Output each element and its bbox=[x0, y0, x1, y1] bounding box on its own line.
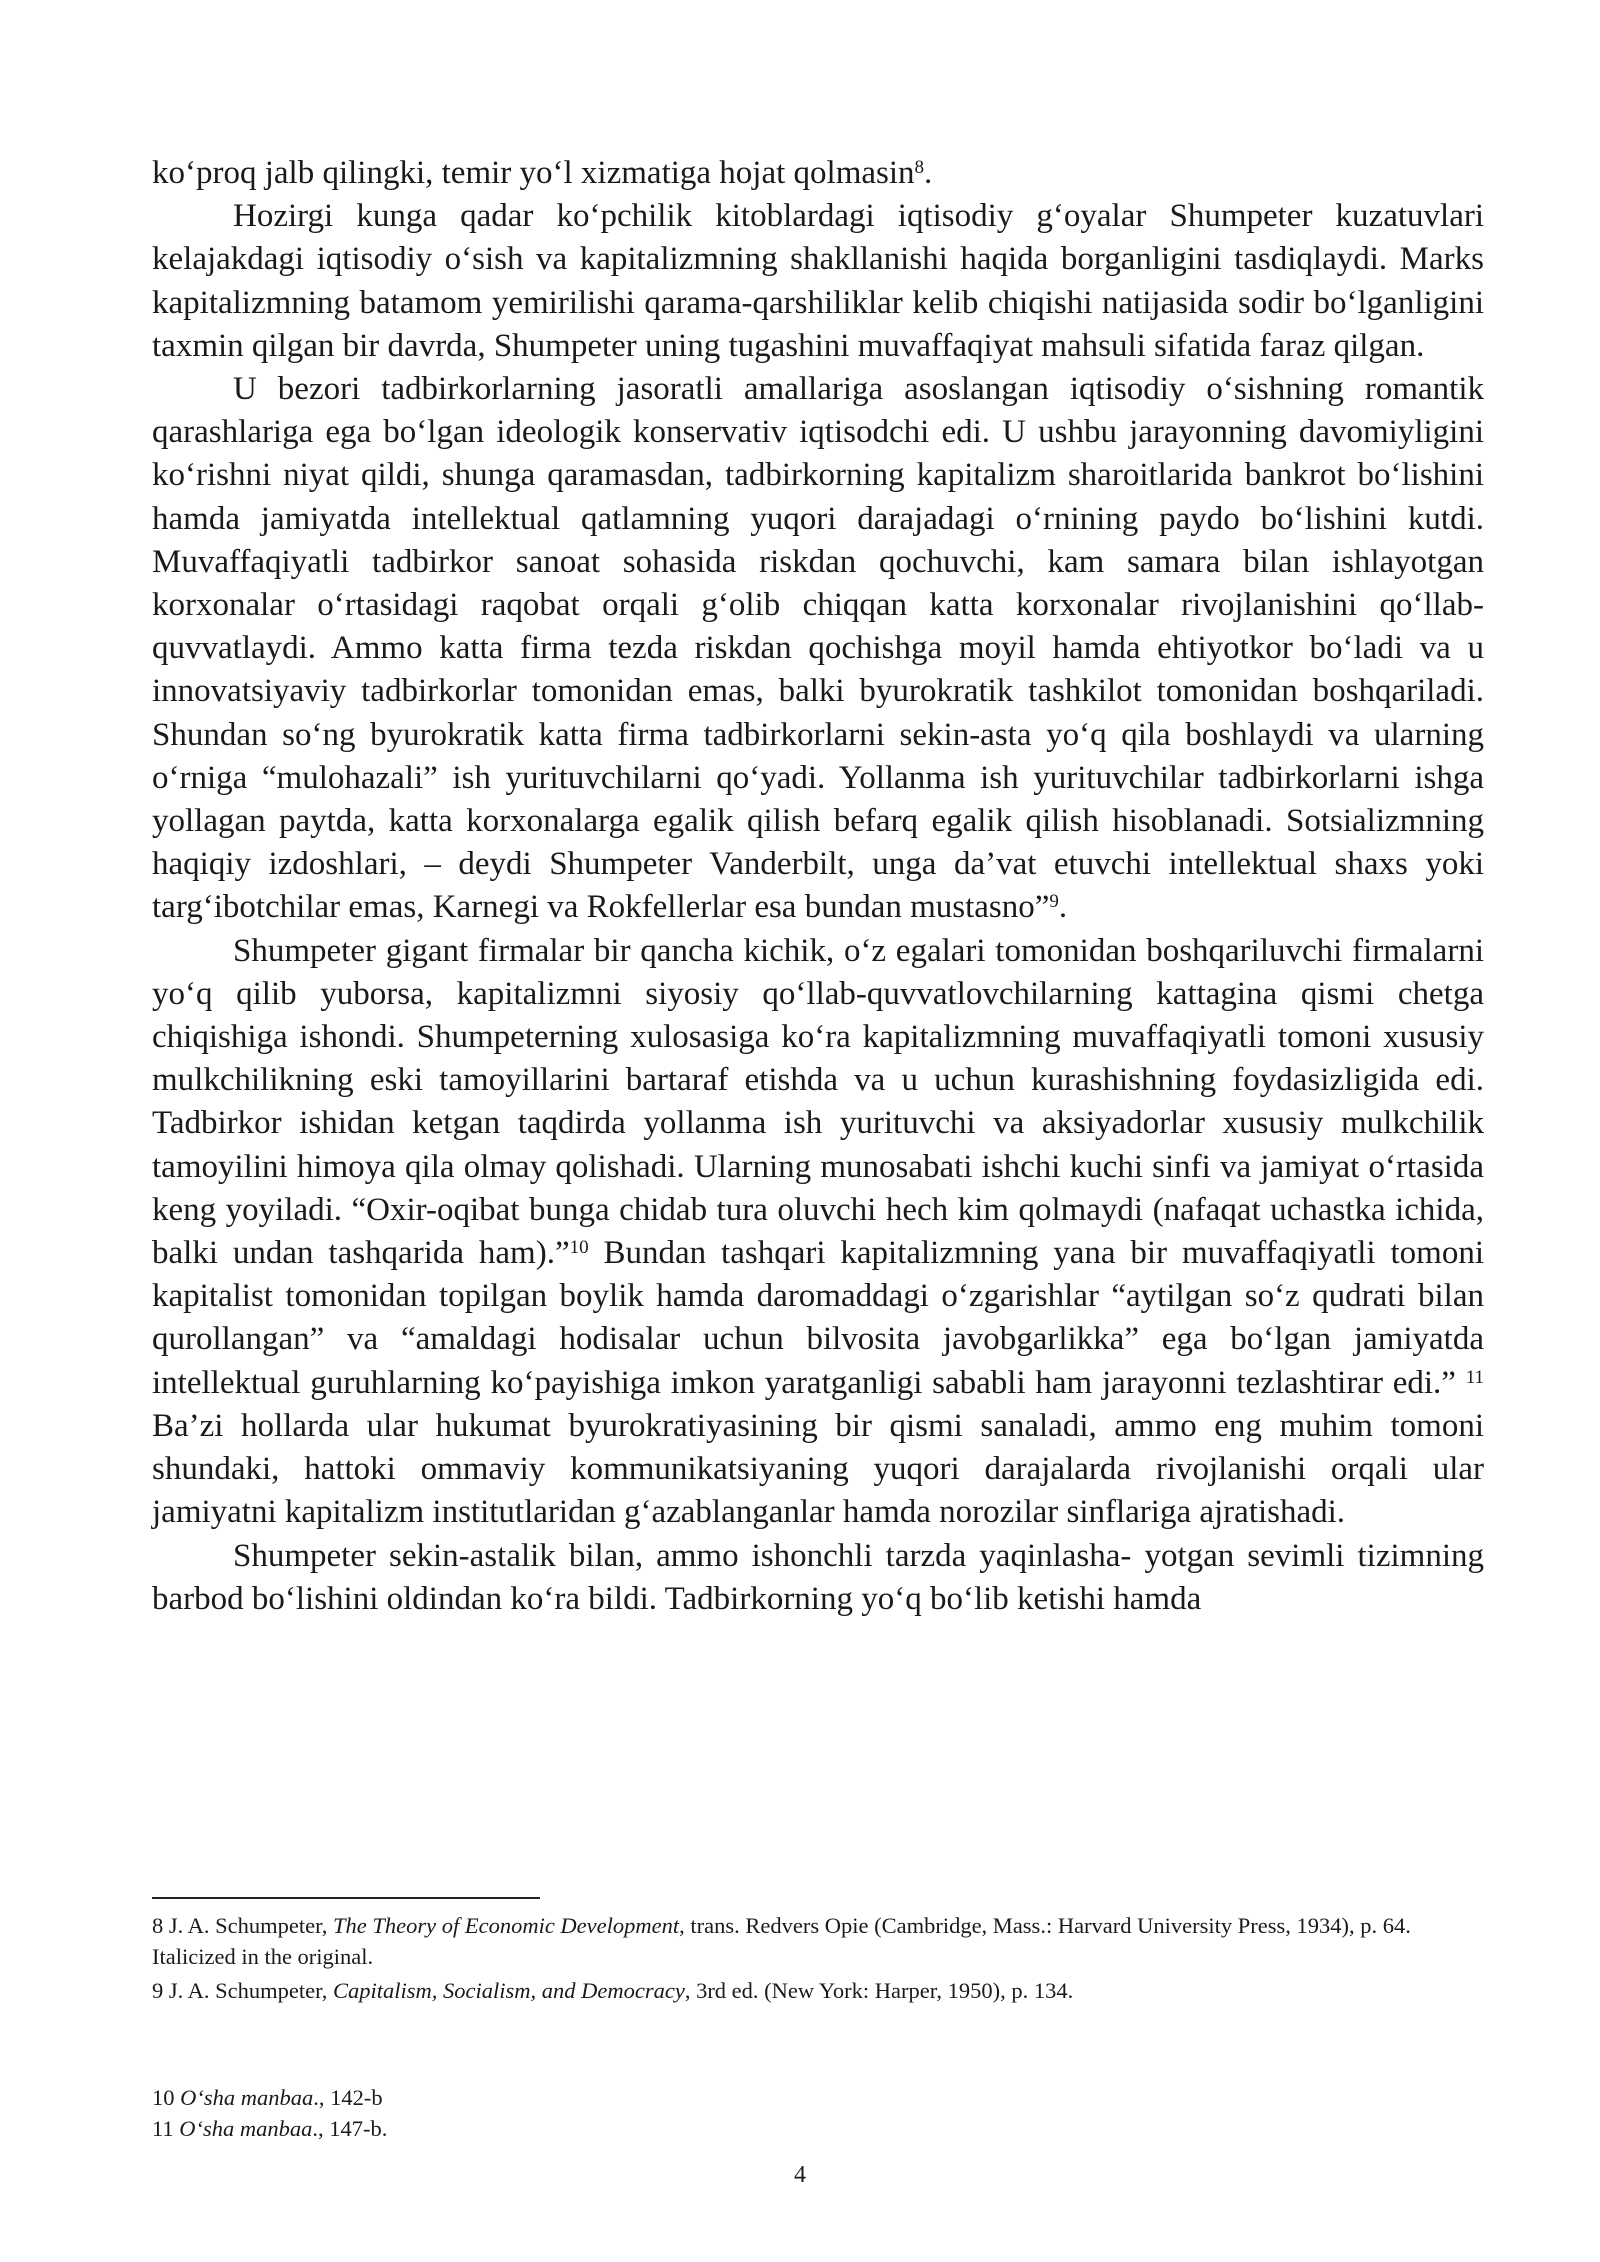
paragraph-text: Shumpeter gigant firmalar bir qancha kichik, o‘z egalari tomonidan boshqariluvchi firmalarni yo‘q qilib yuborsa, kapitalizmni siyosiy qo‘llab-quvvatlovchilarning kattagina qismi chetga chiqishiga ishondi. Shumpeterning xulosasiga ko‘ra kapitalizmning muvaffaqiyatli tomoni xususiy mulkchilikning eski tamoyillarini bartaraf etishda va u uchun kurashishning foydasizligida edi. Tadbirkor ishidan ketgan taqdirda yollanma ish yurituvchi va aksiyadorlar xususiy mulkchilik tamoyilini himoya qila olmay qolishadi. Ularning munosabati ishchi kuchi sinfi va jamiyat o‘rtasida keng yoyiladi. “Oxir-oqibat bunga chidab tura oluvchi hech kim qolmaydi (nafaqat uchastka ichida, balki undan tashqarida ham).” bbox=[152, 932, 1484, 1272]
footnote-separator bbox=[152, 1897, 540, 1899]
footnote-10-number: 10 bbox=[152, 2085, 181, 2110]
footnote-reference: 8 bbox=[914, 157, 925, 178]
paragraph-text: Bundan tashqari kapitalizmning yana bir muvaffaqiyatli tomoni kapitalist tomonidan topilgan boylik hamda daromaddagi o‘zgarishlar “aytilgan so‘z qudrati bilan qurollangan” va “amaldagi hodisalar uchun bilvosita javobgarlikka” ega bo‘lgan jamiyatda intellektual guruhlarning ko‘payishiga imkon yaratganligi sababli ham jarayonni tezlashtirar edi.” bbox=[152, 1235, 1484, 1401]
footnote-11-number: 11 bbox=[152, 2116, 180, 2141]
footnote-10-title: O‘sha manbaa bbox=[180, 2085, 314, 2110]
paragraph-text: Hozirgi kunga qadar ko‘pchilik kitoblardagi iqtisodiy g‘oyalar Shumpeter kuzatuvlari kelajakdagi iqtisodiy o‘sish va kapitalizmning shakllanishi haqida borganligini tasdiqlaydi. Marks kapitalizmning batamom yemirilishi qarama-qarshiliklar kelib chiqishi natijasida sodir bo‘lganligini taxmin qilgan bir davrda, Shumpeter uning tugashini muvaffaqiyat mahsuli sifatida faraz qilgan. bbox=[152, 198, 1484, 364]
page-number: 4 bbox=[794, 2162, 806, 2188]
main-text bbox=[152, 152, 1484, 1621]
footnote-reference: 9 bbox=[1049, 891, 1059, 913]
footnote-11-title: O‘sha manbaa bbox=[179, 2116, 313, 2141]
footnote-8-title: The Theory of Economic Development bbox=[332, 1913, 680, 1938]
footnote-reference: 10 bbox=[569, 1237, 589, 1259]
footnote-10-details: ., 142-b bbox=[313, 2085, 383, 2110]
footnote-8 bbox=[152, 1910, 1484, 1972]
footnote-9-title: Capitalism, Socialism, and Democracy bbox=[332, 1978, 685, 2003]
paragraph-text: ko‘proq jalb qilingki, temir yo‘l xizmatiga hojat qolmasin bbox=[152, 155, 915, 191]
footnote-8-details: , trans. Redvers Opie (Cambridge, Mass.: Harvard University Press, 1934), p. 64. Italicized in the original. bbox=[152, 1913, 1411, 1969]
paragraph bbox=[152, 1535, 1484, 1621]
footnote-reference: 11 bbox=[1465, 1366, 1484, 1388]
footnote-9-number: 9 J. A. Schumpeter, bbox=[152, 1978, 333, 2003]
footnotes-bottom bbox=[152, 2082, 1484, 2144]
paragraph bbox=[152, 930, 1484, 1535]
footnote-11-details: ., 147-b. bbox=[312, 2116, 388, 2141]
footnote-9 bbox=[152, 1975, 1484, 2006]
paragraph bbox=[152, 152, 1484, 195]
paragraph-text: . bbox=[1058, 889, 1068, 926]
paragraph-text: Shumpeter sekin-astalik bilan, ammo ishonchli tarzda yaqinlasha- yotgan sevimli tizimning barbod bo‘lishini oldindan ko‘ra bildi. Tadbirkorning yo‘q bo‘lib ketishi hamda bbox=[152, 1537, 1484, 1617]
paragraph-text: Ba’zi hollarda ular hukumat byurokratiyasining bir qismi sanaladi, ammo eng muhim tomoni shundaki, hattoki ommaviy kommunikatsiyaning yuqori darajalarda rivojlanishi orqali ular jamiyatni kapitalizm institutlaridan g‘azablanganlar hamda norozilar sinflariga ajratishadi. bbox=[152, 1407, 1484, 1531]
paragraph-text: . bbox=[924, 155, 933, 191]
footnotes-top bbox=[152, 1910, 1484, 2006]
footnote-9-details: , 3rd ed. (New York: Harper, 1950), p. 134. bbox=[684, 1978, 1074, 2003]
footnote-11 bbox=[152, 2113, 1484, 2144]
paragraph bbox=[152, 368, 1484, 930]
footnote-10 bbox=[152, 2082, 1484, 2113]
paragraph-text: U bezori tadbirkorlarning jasoratli amallariga asoslangan iqtisodiy o‘sishning romantik qarashlariga ega bo‘lgan ideologik konservativ iqtisodchi edi. U ushbu jarayonning davomiyligini ko‘rishni niyat qildi, shunga qaramasdan, tadbirkorning kapitalizm sharoitlarida bankrot bo‘lishini hamda jamiyatda intellektual qatlamning yuqori darajadagi o‘rnining paydo bo‘lishini kutdi. Muvaffaqiyatli tadbirkor sanoat sohasida riskdan qochuvchi, kam samara bilan ishlayotgan korxonalar o‘rtasidagi raqobat orqali g‘olib chiqqan katta korxonalar rivojlanishini qo‘llab-quvvatlaydi. Ammo katta firma tezda riskdan qochishga moyil hamda ehtiyotkor bo‘ladi va u innovatsiyaviy tadbirkorlar tomonidan emas, balki byurokratik tashkilot tomonidan boshqariladi. Shundan so‘ng byurokratik katta firma tadbirkorlarni sekin-asta yo‘q qila boshlaydi va ularning o‘rniga “mulohazali” ish yurituvchilarni qo‘yadi. Yollanma ish yurituvchilar tadbirkorlarni ishga yollagan paytda, katta korxonalarga egalik qilish befarq egalik qilish hisoblanadi. Sotsializmning haqiqiy izdoshlari, – deydi Shumpeter Vanderbilt, unga da’vat etuvchi intellektual shaxs yoki targ‘ibotchilar emas, Karnegi va Rokfellerlar esa bundan mustasno” bbox=[152, 371, 1484, 926]
paragraph bbox=[152, 195, 1484, 368]
footnote-8-number: 8 J. A. Schumpeter, bbox=[152, 1913, 333, 1938]
